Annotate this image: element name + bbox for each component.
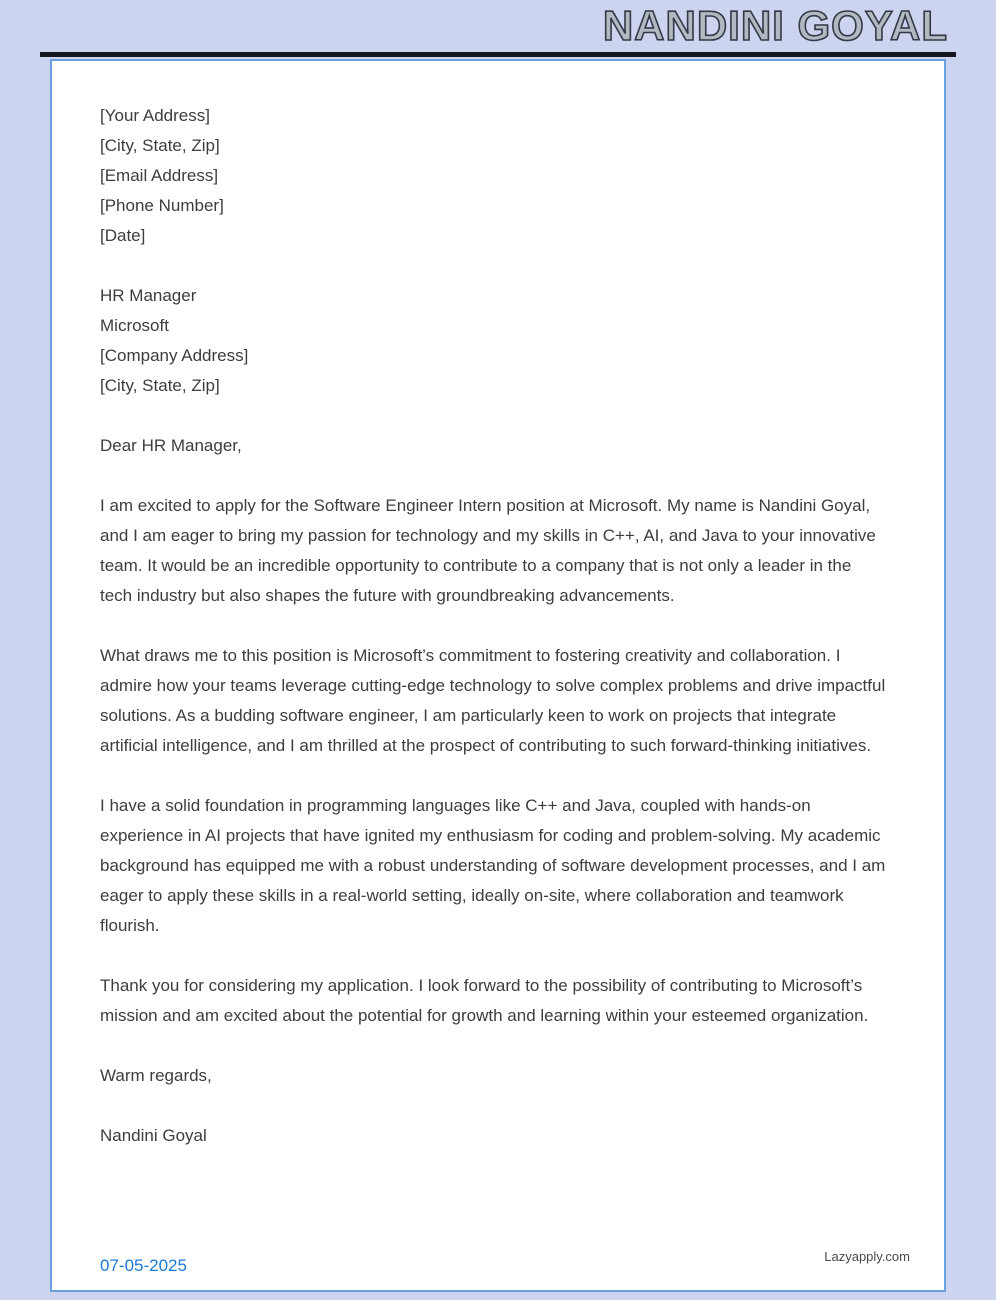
paragraph-motivation: What draws me to this position is Microsoft’s commitment to fostering creativity and collaboration. I admire how your teams leverage cutting-edge technology to solve complex problems and drive impactful solutions. As a budding software engineer, I am particularly keen to work on projects that integrate artificial intelligence, and I am thrilled at the prospect of contributing to such forward-thinking initiatives. [100,646,886,755]
recipient-address-line: [Company Address] [100,346,249,365]
header-name: NANDINI GOYAL [602,2,948,49]
sender-email-line: [Email Address] [100,166,219,185]
paragraph-intro: I am excited to apply for the Software Engineer Intern position at Microsoft. My name is Nandini Goyal, and I am eager to bring my passion for technology and my skills in C++, AI, and Java to your innovative team. It would be an incredible opportunity to contribute to a company that is not only a leader in the tech industry but also shapes the future with groundbreaking advancements. [100,496,876,605]
closing: Warm regards, [100,1066,212,1085]
watermark: Lazyapply.com [824,1249,910,1264]
letter-body [52,61,944,1151]
letter-panel [50,59,946,1292]
paragraph-skills: I have a solid foundation in programming languages like C++ and Java, coupled with hands-on experience in AI projects that have ignited my enthusiasm for coding and problem-solving. My academic background has equipped me with a robust understanding of software development processes, and I am eager to apply these skills in a real-world setting, ideally on-site, where collaboration and teamwork flourish. [100,796,886,935]
letter-date: 07-05-2025 [100,1256,187,1275]
paragraph-thanks: Thank you for considering my application. I look forward to the possibility of contributing to Microsoft’s mission and am excited about the potential for growth and learning within your esteemed organization. [100,976,869,1025]
sender-phone-line: [Phone Number] [100,196,224,215]
header-divider [40,52,956,57]
recipient-block [100,281,888,401]
recipient-company-line: Microsoft [100,316,169,335]
recipient-city-line: [City, State, Zip] [100,376,220,395]
header [40,0,948,52]
salutation: Dear HR Manager, [100,436,242,455]
sender-block [100,101,888,251]
sender-date-line: [Date] [100,226,146,245]
signature: Nandini Goyal [100,1126,207,1145]
recipient-title-line: HR Manager [100,286,197,305]
sender-city-line: [City, State, Zip] [100,136,220,155]
sender-address-line: [Your Address] [100,106,210,125]
